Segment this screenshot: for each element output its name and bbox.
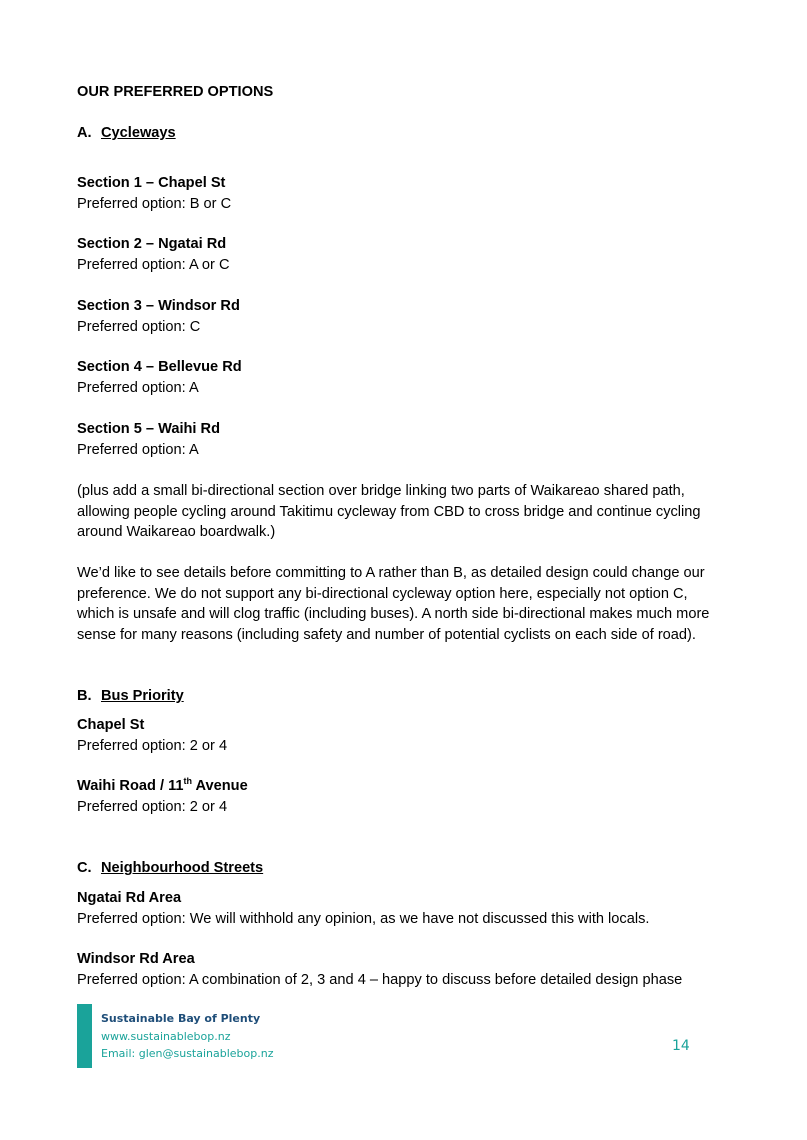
section-name: Section 4 – Bellevue Rd bbox=[77, 359, 242, 375]
para-line: We’d like to see details before committing to A rather than B, as detailed design could change our bbox=[77, 565, 705, 581]
note-line: around Waikareao boardwalk.) bbox=[77, 524, 276, 541]
section-option: Preferred option: A or C bbox=[77, 256, 230, 273]
cycleway-section-1 bbox=[77, 173, 231, 214]
neighbourhood-item-ngatai bbox=[77, 888, 649, 929]
section-option: Preferred option: B or C bbox=[77, 195, 232, 212]
section-name: Section 2 – Ngatai Rd bbox=[77, 236, 227, 252]
item-option: Preferred option: A combination of 2, 3 and 4 – happy to discuss before detailed design phase bbox=[77, 971, 683, 988]
section-c-title: Neighbourhood Streets bbox=[101, 860, 264, 876]
footer-email-link[interactable]: Email: glen@sustainablebop.nz bbox=[101, 1047, 274, 1060]
section-option: Preferred option: A bbox=[77, 379, 199, 396]
section-name: Section 5 – Waihi Rd bbox=[77, 421, 220, 437]
para-line: sense for many reasons (including safety and number of potential cyclists on each side of road). bbox=[77, 627, 696, 644]
note-line: allowing people cycling around Takitimu cycleway from CBD to cross bridge and continue cycling bbox=[77, 503, 701, 520]
cycleway-section-3 bbox=[77, 296, 240, 337]
section-name: Section 1 – Chapel St bbox=[77, 175, 226, 191]
bus-item-chapel bbox=[77, 715, 227, 756]
note-line: (plus add a small bi-directional section over bridge linking two parts of Waikareao shared path, bbox=[77, 483, 685, 499]
section-c-letter: C. bbox=[77, 860, 92, 876]
para-line: preference. We do not support any bi-directional cycleway option here, especially not option C, bbox=[77, 585, 688, 602]
section-name: Section 3 – Windsor Rd bbox=[77, 298, 240, 314]
section-a-letter: A. bbox=[77, 125, 92, 141]
page-number: 14 bbox=[672, 1038, 690, 1054]
cycleway-paragraph bbox=[77, 563, 709, 646]
item-name: Ngatai Rd Area bbox=[77, 890, 182, 906]
item-name-end: Avenue bbox=[192, 778, 248, 794]
para-line: which is unsafe and will clog traffic (including buses). A north side bi-directional makes much more bbox=[77, 606, 710, 623]
section-b-letter: B. bbox=[77, 688, 92, 704]
footer-org-name: Sustainable Bay of Plenty bbox=[101, 1012, 261, 1025]
item-option: Preferred option: 2 or 4 bbox=[77, 798, 228, 815]
item-name-sup: th bbox=[183, 776, 193, 787]
footer-url-link[interactable]: www.sustainablebop.nz bbox=[101, 1030, 231, 1043]
page-title: OUR PREFERRED OPTIONS bbox=[77, 84, 274, 100]
section-option: Preferred option: C bbox=[77, 318, 201, 335]
section-b-heading bbox=[77, 686, 184, 707]
footer-accent-bar bbox=[77, 1004, 92, 1068]
item-name bbox=[77, 776, 248, 797]
cycleway-note bbox=[77, 481, 701, 543]
cycleway-section-5 bbox=[77, 419, 220, 460]
neighbourhood-item-windsor bbox=[77, 949, 682, 990]
cycleway-section-4 bbox=[77, 357, 242, 398]
section-b-title: Bus Priority bbox=[101, 688, 184, 704]
bus-item-waihi bbox=[77, 776, 248, 817]
item-name: Windsor Rd Area bbox=[77, 951, 195, 967]
item-option: Preferred option: 2 or 4 bbox=[77, 737, 228, 754]
cycleway-section-2 bbox=[77, 234, 230, 275]
item-option: Preferred option: We will withhold any opinion, as we have not discussed this with locals. bbox=[77, 910, 650, 927]
item-name: Chapel St bbox=[77, 717, 145, 733]
section-option: Preferred option: A bbox=[77, 441, 199, 458]
item-name-main: Waihi Road / 11 bbox=[77, 778, 184, 794]
section-c-heading bbox=[77, 858, 263, 879]
section-a-heading bbox=[77, 123, 176, 144]
section-a-title: Cycleways bbox=[101, 125, 176, 141]
